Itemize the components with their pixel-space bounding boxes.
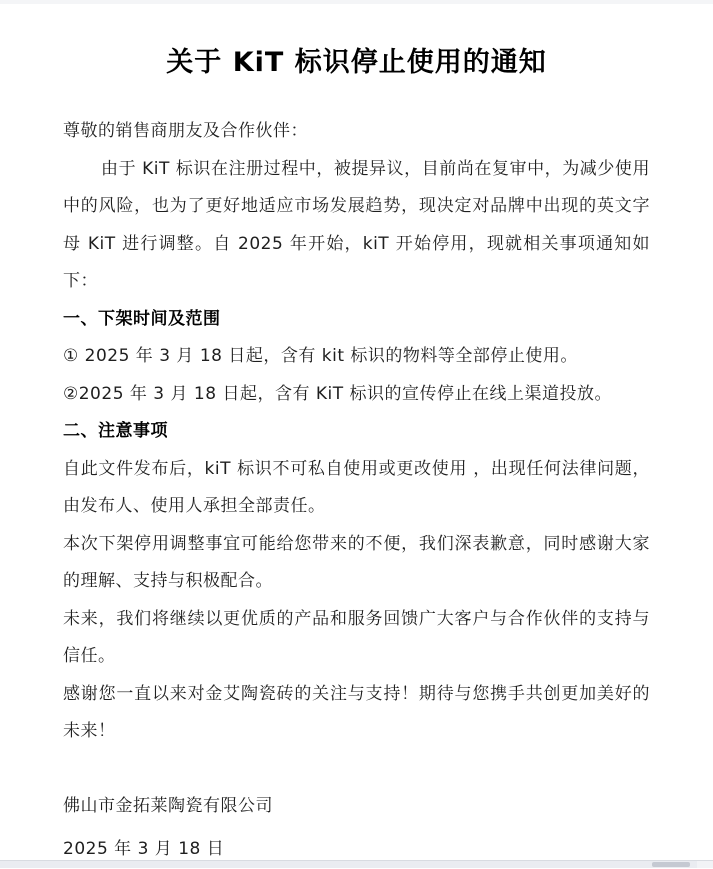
section2-paragraph-4: 感谢您一直以来对金艾陶瓷砖的关注与支持！期待与您携手共创更加美好的未来！ <box>63 683 650 741</box>
section2-paragraph-3: 未来，我们将继续以更优质的产品和服务回馈广大客户与合作伙伴的支持与信任。 <box>63 608 650 666</box>
signature-company: 佛山市金拓莱陶瓷有限公司 <box>63 795 273 816</box>
horizontal-scrollbar-thumb[interactable] <box>652 862 690 867</box>
document-title: 关于 KiT 标识停止使用的通知 <box>166 47 547 78</box>
section1-heading: 一、下架时间及范围 <box>63 308 221 329</box>
horizontal-scrollbar[interactable] <box>0 860 713 868</box>
section2-heading: 二、注意事项 <box>63 421 168 441</box>
intro-paragraph: 由于 KiT 标识在注册过程中，被提异议，目前尚在复审中，为减少使用中的风险，也为了更好地适应市场发展趋势，现决定对品牌中出现的英文字母 KiT 进行调整。自 2025 年开始，kiT 开始停用，现就相关事项通知如下： <box>63 158 650 291</box>
section1-item-2: ②2025 年 3 月 18 日起，含有 KiT 标识的宣传停止在线上渠道投放。 <box>63 383 613 404</box>
scrollbar-corner <box>697 861 713 868</box>
signature-block <box>63 788 650 869</box>
notice-document-page <box>0 4 713 857</box>
salutation: 尊敬的销售商朋友及合作伙伴： <box>63 121 308 141</box>
section1-item-1: ① 2025 年 3 月 18 日起，含有 kit 标识的物料等全部停止使用。 <box>63 346 578 366</box>
signature-date: 2025 年 3 月 18 日 <box>63 839 225 859</box>
section2-paragraph-2: 本次下架停用调整事宜可能给您带来的不便，我们深表歉意，同时感谢大家的理解、支持与积极配合。 <box>63 533 650 591</box>
section2-paragraph-1: 自此文件发布后，kiT 标识不可私自使用或更改使用 ，出现任何法律问题，由发布人、使用人承担全部责任。 <box>63 458 650 516</box>
